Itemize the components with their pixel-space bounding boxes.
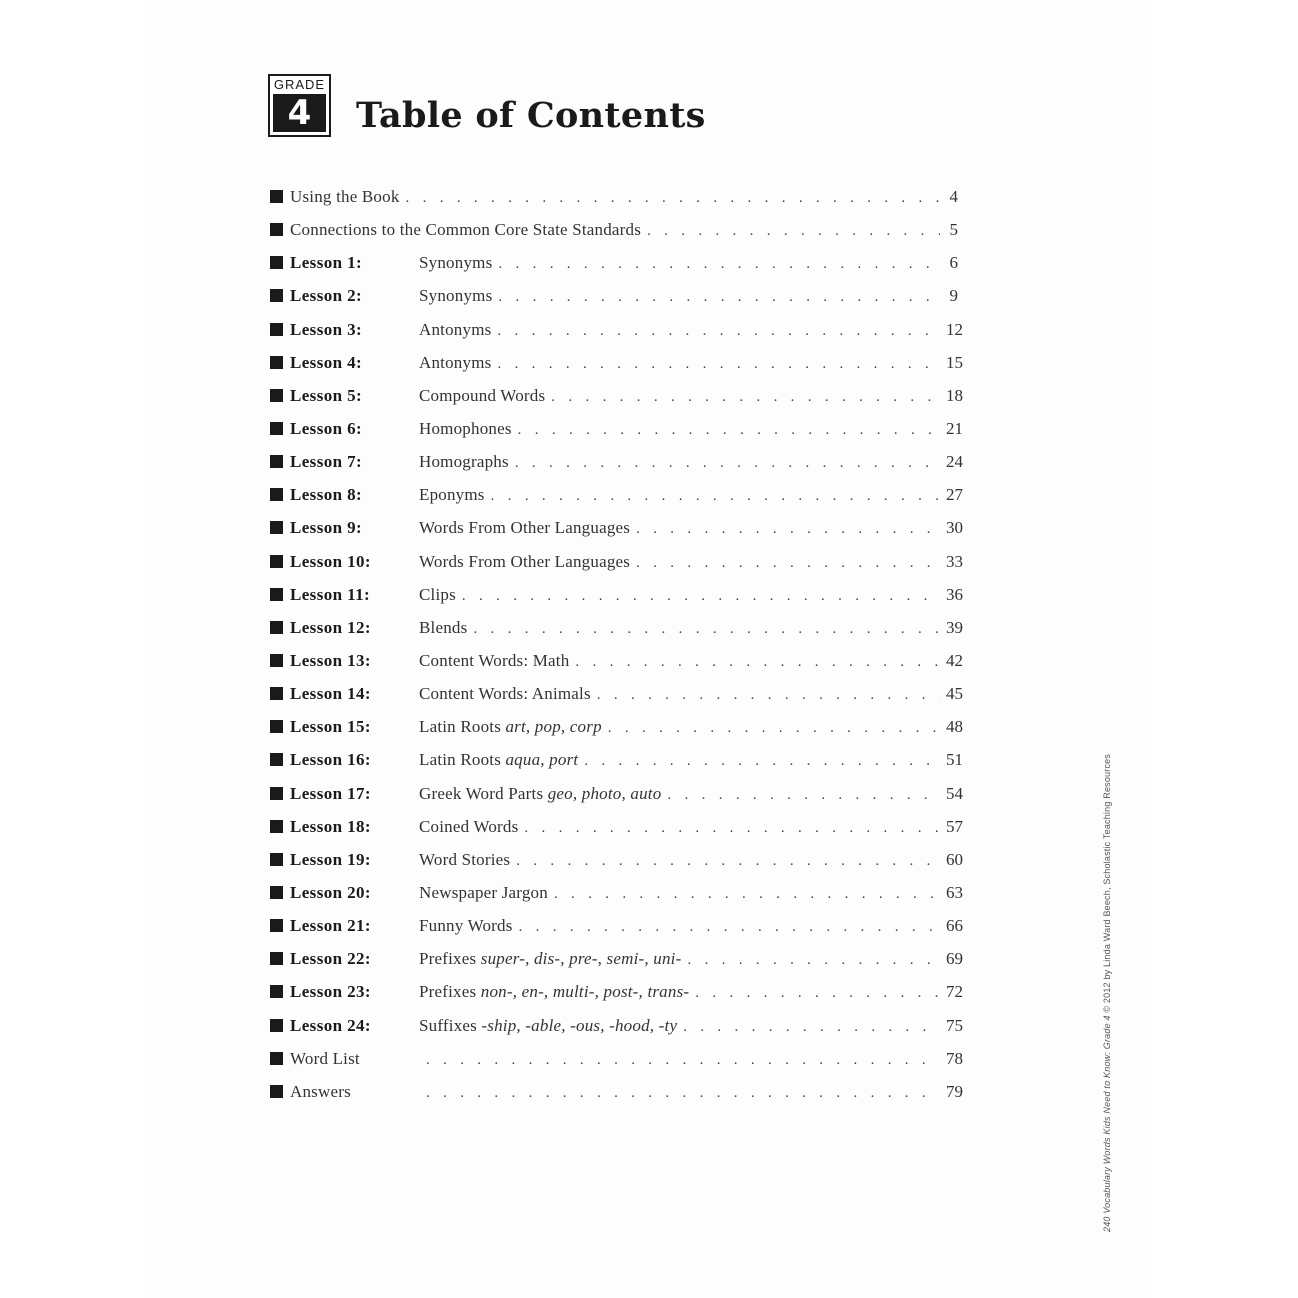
page-number: 79 xyxy=(946,1081,963,1101)
square-bullet-icon xyxy=(270,919,283,932)
toc-entry[interactable] xyxy=(270,710,963,743)
toc-entry[interactable] xyxy=(270,843,963,876)
toc-entry[interactable] xyxy=(270,1009,963,1042)
lesson-title-text: Funny Words xyxy=(419,916,513,936)
toc-entry[interactable] xyxy=(270,677,963,710)
lesson-number: Lesson 5: xyxy=(290,385,363,405)
page-number: 72 xyxy=(946,982,963,1002)
toc-entry[interactable] xyxy=(270,743,963,776)
lesson-title-text: Words From Other Languages xyxy=(419,518,631,538)
lesson-title-text: Words From Other Languages xyxy=(419,551,631,571)
lesson-title-text: Synonyms xyxy=(419,286,493,306)
lesson-number: Lesson 24: xyxy=(290,1015,371,1035)
toc-entry[interactable] xyxy=(270,246,958,279)
square-bullet-icon xyxy=(270,190,283,203)
square-bullet-icon xyxy=(270,256,283,269)
toc-entry[interactable] xyxy=(270,975,963,1008)
toc-entry[interactable] xyxy=(270,313,963,346)
lesson-title xyxy=(419,909,513,942)
lesson-number: Lesson 17: xyxy=(290,783,371,803)
lesson-title-text: Newspaper Jargon xyxy=(419,882,548,902)
lesson-number: Lesson 19: xyxy=(290,849,371,869)
page-number: 27 xyxy=(946,485,963,505)
lesson-title xyxy=(419,876,548,909)
dot-leader xyxy=(498,248,940,281)
toc-entry[interactable] xyxy=(270,478,963,511)
lesson-number: Lesson 4: xyxy=(290,352,363,372)
square-bullet-icon xyxy=(270,455,283,468)
page-number: 78 xyxy=(946,1048,963,1068)
lesson-title-text: Blends xyxy=(419,617,468,637)
lesson-title-terms: non-, en-, multi-, post-, trans- xyxy=(480,982,690,1002)
dot-leader xyxy=(695,977,940,1010)
square-bullet-icon xyxy=(270,720,283,733)
lesson-title-text: Synonyms xyxy=(419,253,493,273)
toc-entry[interactable] xyxy=(270,611,963,644)
toc-entry[interactable] xyxy=(270,644,963,677)
lesson-title xyxy=(419,644,569,677)
lesson-title-text: Prefixes xyxy=(419,982,481,1002)
square-bullet-icon xyxy=(270,1019,283,1032)
lesson-title-text: Antonyms xyxy=(419,319,492,339)
page-number: 15 xyxy=(946,352,963,372)
lesson-title-text: Homophones xyxy=(419,418,512,438)
square-bullet-icon xyxy=(270,621,283,634)
square-bullet-icon xyxy=(270,853,283,866)
square-bullet-icon xyxy=(270,389,283,402)
lesson-number: Lesson 14: xyxy=(290,684,371,704)
page-number: 75 xyxy=(946,1015,963,1035)
dot-leader xyxy=(406,182,940,215)
lesson-title-terms: art, pop, corp xyxy=(505,717,602,737)
side-credit-book-title: 240 Vocabulary Words Kids Need to Know: Grade 4 xyxy=(1102,1015,1112,1232)
toc-entry[interactable] xyxy=(270,412,963,445)
page-number: 42 xyxy=(946,650,963,670)
lesson-title-text: Suffixes xyxy=(419,1015,482,1035)
lesson-number: Lesson 18: xyxy=(290,816,371,836)
square-bullet-icon xyxy=(270,985,283,998)
toc-entry[interactable] xyxy=(270,346,963,379)
dot-leader xyxy=(491,480,940,513)
square-bullet-icon xyxy=(270,555,283,568)
lesson-number: Lesson 20: xyxy=(290,882,371,902)
square-bullet-icon xyxy=(270,1085,283,1098)
lesson-title xyxy=(419,545,630,578)
lesson-title-text: Coined Words xyxy=(419,816,519,836)
page-number: 6 xyxy=(949,253,958,273)
page-number: 66 xyxy=(946,916,963,936)
lesson-title-text: Prefixes xyxy=(419,949,481,969)
square-bullet-icon xyxy=(270,323,283,336)
toc-entry[interactable] xyxy=(270,578,963,611)
dot-leader xyxy=(683,1011,940,1044)
page-number: 54 xyxy=(946,783,963,803)
page-title: Table of Contents xyxy=(356,95,706,136)
lesson-title xyxy=(419,578,456,611)
square-bullet-icon xyxy=(270,488,283,501)
dot-leader xyxy=(554,878,940,911)
lesson-title xyxy=(419,246,492,279)
toc-entry-label: Using the Book xyxy=(290,187,400,206)
toc-entry[interactable] xyxy=(270,777,963,810)
dot-leader xyxy=(473,613,940,646)
lesson-title xyxy=(419,777,661,810)
lesson-title-text: Content Words: Math xyxy=(419,650,570,670)
lesson-title-text: Greek Word Parts xyxy=(419,783,548,803)
square-bullet-icon xyxy=(270,787,283,800)
grade-label: GRADE xyxy=(273,77,326,92)
page-number: 12 xyxy=(946,319,963,339)
dot-leader xyxy=(498,281,940,314)
lesson-number: Lesson 23: xyxy=(290,982,371,1002)
lesson-title xyxy=(419,478,485,511)
dot-leader xyxy=(524,812,940,845)
lesson-number: Lesson 16: xyxy=(290,750,371,770)
lesson-title xyxy=(419,677,591,710)
toc-entry[interactable] xyxy=(270,213,958,246)
lesson-title-terms: super-, dis-, pre-, semi-, uni- xyxy=(480,949,682,969)
lesson-title xyxy=(419,942,681,975)
grade-badge xyxy=(268,74,331,137)
page-number: 60 xyxy=(946,849,963,869)
lesson-number: Lesson 10: xyxy=(290,551,371,571)
page-number: 51 xyxy=(946,750,963,770)
toc-entry[interactable] xyxy=(270,1042,963,1075)
lesson-title-text: Content Words: Animals xyxy=(419,684,591,704)
page-number: 33 xyxy=(946,551,963,571)
lesson-title-terms: geo, photo, auto xyxy=(547,783,662,803)
toc-entry[interactable] xyxy=(270,942,963,975)
lesson-number: Lesson 9: xyxy=(290,518,363,538)
square-bullet-icon xyxy=(270,886,283,899)
page-number: 57 xyxy=(946,816,963,836)
lesson-number: Lesson 1: xyxy=(290,253,363,273)
lesson-title-text: Word Stories xyxy=(419,849,511,869)
lesson-title-terms: aqua, port xyxy=(505,750,579,770)
lesson-number: Lesson 7: xyxy=(290,452,363,472)
square-bullet-icon xyxy=(270,753,283,766)
dot-leader xyxy=(597,679,940,712)
square-bullet-icon xyxy=(270,422,283,435)
toc-entry[interactable] xyxy=(270,511,963,544)
lesson-title-text: Clips xyxy=(419,584,456,604)
lesson-title-text: Latin Roots xyxy=(419,750,506,770)
lesson-number: Lesson 21: xyxy=(290,916,371,936)
square-bullet-icon xyxy=(270,223,283,236)
lesson-title xyxy=(419,975,689,1008)
dot-leader xyxy=(426,1044,940,1077)
square-bullet-icon xyxy=(270,356,283,369)
toc-entry[interactable] xyxy=(270,810,963,843)
dot-leader xyxy=(667,779,940,812)
square-bullet-icon xyxy=(270,952,283,965)
dot-leader xyxy=(516,845,940,878)
square-bullet-icon xyxy=(270,521,283,534)
page-number: 69 xyxy=(946,949,963,969)
dot-leader xyxy=(636,513,940,546)
page-number: 21 xyxy=(946,418,963,438)
table-of-contents xyxy=(270,180,963,1108)
toc-entry-label: Connections to the Common Core State Standards xyxy=(290,220,642,240)
lesson-title xyxy=(419,279,492,312)
dot-leader xyxy=(462,580,940,613)
toc-entry[interactable] xyxy=(270,545,963,578)
lesson-title-text: Homographs xyxy=(419,452,509,472)
dot-leader xyxy=(519,911,940,944)
lesson-title xyxy=(419,346,491,379)
page-number: 4 xyxy=(949,187,958,206)
dot-leader xyxy=(647,215,940,248)
toc-entry-label: Word List xyxy=(290,1048,360,1068)
page-number: 36 xyxy=(946,584,963,604)
page-number: 30 xyxy=(946,518,963,538)
square-bullet-icon xyxy=(270,588,283,601)
lesson-title xyxy=(419,379,545,412)
lesson-number: Lesson 22: xyxy=(290,949,371,969)
square-bullet-icon xyxy=(270,820,283,833)
toc-entry[interactable] xyxy=(270,180,958,213)
dot-leader xyxy=(426,1077,940,1110)
toc-entry[interactable] xyxy=(270,876,963,909)
lesson-number: Lesson 15: xyxy=(290,717,371,737)
dot-leader xyxy=(497,315,940,348)
lesson-number: Lesson 13: xyxy=(290,650,371,670)
page-number: 9 xyxy=(949,286,958,306)
dot-leader xyxy=(518,414,940,447)
dot-leader xyxy=(687,944,940,977)
square-bullet-icon xyxy=(270,289,283,302)
lesson-title xyxy=(419,412,512,445)
lesson-title xyxy=(419,810,518,843)
page-number: 39 xyxy=(946,617,963,637)
lesson-title xyxy=(419,843,510,876)
lesson-number: Lesson 6: xyxy=(290,418,363,438)
toc-entry[interactable] xyxy=(270,445,963,478)
lesson-number: Lesson 11: xyxy=(290,584,371,604)
lesson-number: Lesson 3: xyxy=(290,319,363,339)
lesson-title xyxy=(419,313,491,346)
page-number: 45 xyxy=(946,684,963,704)
lesson-title xyxy=(419,743,578,776)
page-number: 24 xyxy=(946,452,963,472)
toc-entry[interactable] xyxy=(270,1075,963,1108)
square-bullet-icon xyxy=(270,687,283,700)
lesson-title-terms: -ship, -able, -ous, -hood, -ty xyxy=(481,1015,678,1035)
lesson-title xyxy=(419,611,467,644)
grade-number: 4 xyxy=(273,94,326,132)
lesson-title xyxy=(419,710,602,743)
lesson-title-text: Eponyms xyxy=(419,485,485,505)
dot-leader xyxy=(575,646,940,679)
dot-leader xyxy=(584,745,940,778)
toc-entry[interactable] xyxy=(270,909,963,942)
dot-leader xyxy=(551,381,940,414)
square-bullet-icon xyxy=(270,1052,283,1065)
page-number: 63 xyxy=(946,882,963,902)
side-credit-rest: © 2012 by Linda Ward Beech, Scholastic Teaching Resources xyxy=(1102,753,1112,1016)
square-bullet-icon xyxy=(270,654,283,667)
dot-leader xyxy=(608,712,940,745)
page-number: 48 xyxy=(946,717,963,737)
toc-entry[interactable] xyxy=(270,279,958,312)
lesson-title xyxy=(419,511,630,544)
lesson-title xyxy=(419,1009,677,1042)
page-number: 18 xyxy=(946,385,963,405)
toc-entry[interactable] xyxy=(270,379,963,412)
dot-leader xyxy=(636,547,940,580)
lesson-title-text: Latin Roots xyxy=(419,717,506,737)
dot-leader xyxy=(515,447,940,480)
lesson-number: Lesson 2: xyxy=(290,286,363,306)
lesson-title-text: Antonyms xyxy=(419,352,492,372)
lesson-number: Lesson 8: xyxy=(290,485,363,505)
page-number: 5 xyxy=(949,220,958,240)
lesson-title xyxy=(419,445,509,478)
lesson-title-text: Compound Words xyxy=(419,385,546,405)
toc-entry-label: Answers xyxy=(290,1081,351,1101)
side-credit xyxy=(1102,742,1112,1232)
dot-leader xyxy=(497,348,940,381)
lesson-number: Lesson 12: xyxy=(290,617,371,637)
